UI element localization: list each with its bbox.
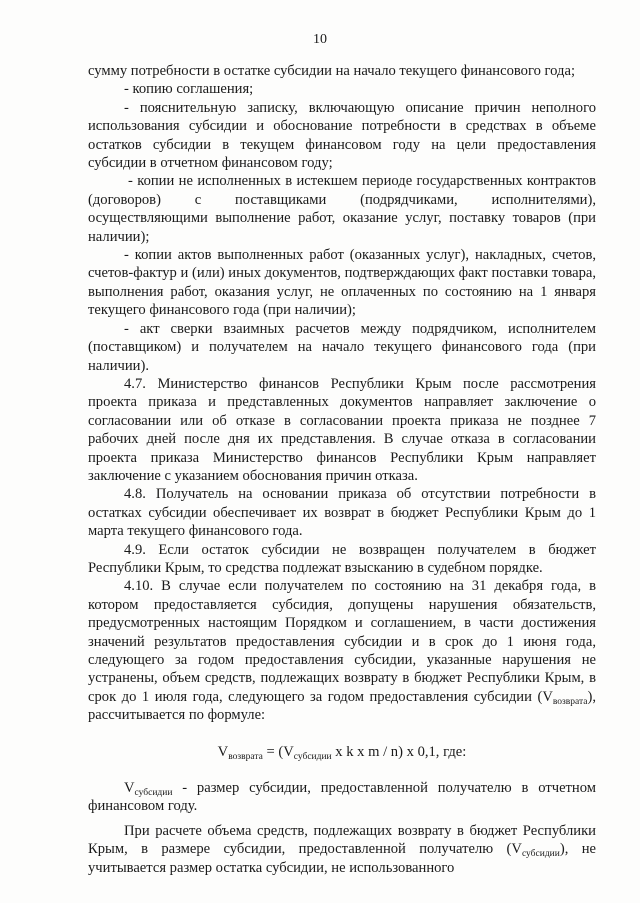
list-item-contract-copies: - копии не исполненных в истекшем периоде государственных контрактов (договоров) с поставщиками (подрядчиками, исполнителями), осуществляющими выполнение работ, оказание услуг, поставку товаров (при наличии); bbox=[88, 173, 596, 245]
formula-mid: = (V bbox=[262, 743, 294, 760]
paragraph-1: сумму потребности в остатке субсидии на начало текущего финансового года; bbox=[88, 63, 575, 79]
list-item-explanatory-note: - пояснительную записку, включающую описание причин неполного использования субсидии и обоснование потребности в средствах в объеме остатков субсидии в текущем финансовом году на цели предоставления субсидии в отчетном финансовом году; bbox=[88, 99, 596, 172]
definition-text: - размер субсидии, предоставленной получателю в отчетном финансовом году. bbox=[88, 780, 596, 815]
document-body bbox=[88, 62, 596, 877]
clause-4-10-end: ), рассчитывается по формуле: bbox=[88, 688, 596, 724]
paragraph-calculation bbox=[88, 822, 596, 877]
clause-4-10-var: (V bbox=[537, 688, 553, 705]
formula-v: V bbox=[217, 743, 229, 760]
calc-text-end: ), не учитывается размер остатка субсидии, не использованного bbox=[88, 841, 596, 876]
definition-v: V bbox=[124, 780, 135, 797]
formula-sub-subsidy: субсидии bbox=[293, 751, 332, 762]
clause-4-7: 4.7. Министерство финансов Республики Крым после рассмотрения проекта приказа и представленных документов направляет заключение о согласовании или об отказе в согласовании проекта приказа не позднее 7 рабочих дней после дня их представления. В случае отказа в согласовании проекта приказа Министерство финансов Республики Крым направляет заключение с указанием обоснования причин отказа. bbox=[88, 375, 596, 484]
clause-4-8: 4.8. Получатель на основании приказа об отсутствии потребности в остатках субсидии обеспечивает их возврат в бюджет Республики Крым до 1 марта текущего финансового года. bbox=[88, 486, 596, 540]
list-item-reconciliation-act: - акт сверки взаимных расчетов между подрядчиком, исполнителем (поставщиком) и получателем на начало текущего финансового года (при наличии). bbox=[88, 320, 596, 374]
definition-subsidy bbox=[88, 779, 596, 816]
list-item-acts-copies: - копии актов выполненных работ (оказанных услуг), накладных, счетов, счетов-фактур и (или) иных документов, подтверждающих факт поставки товара, выполнения работ, оказания услуг, не оплаченных по состоянию на 1 января текущего финансового года (при наличии); bbox=[88, 247, 596, 319]
calc-text-start: При расчете объема средств, подлежащих возврату в бюджет Республики Крым, в размере субсидии, предоставленной получателю (V bbox=[88, 822, 596, 858]
formula bbox=[88, 743, 596, 761]
definition-sub: субсидии bbox=[134, 788, 173, 799]
calc-sub: субсидии bbox=[521, 849, 560, 860]
clause-4-10-text: 4.10. В случае если получателем по состоянию на 31 декабря года, в котором предоставляется субсидия, допущены нарушения обязательств, предусмотренных настоящим Порядком и соглашением, в части достижения значений результатов предоставления субсидии и в срок до 1 июня года, следующего за годом предоставления субсидии, указанные нарушения не устранены, объем средств, подлежащих возврату в бюджет Республики Крым, в срок до 1 июля года, следующего за годом предоставления субсидии bbox=[88, 578, 596, 705]
clause-4-9: 4.9. Если остаток субсидии не возвращен получателем в бюджет Республики Крым, то средства подлежат взысканию в судебном порядке. bbox=[88, 541, 596, 576]
clause-4-10 bbox=[88, 577, 596, 724]
clause-4-10-var-subscript: возврата bbox=[552, 696, 588, 707]
page-number: 10 bbox=[313, 32, 327, 47]
list-item-agreement-copy: - копию соглашения; bbox=[124, 81, 254, 98]
formula-tail: x k x m / n) x 0,1, где: bbox=[331, 743, 467, 760]
formula-sub-return: возврата bbox=[228, 751, 263, 762]
